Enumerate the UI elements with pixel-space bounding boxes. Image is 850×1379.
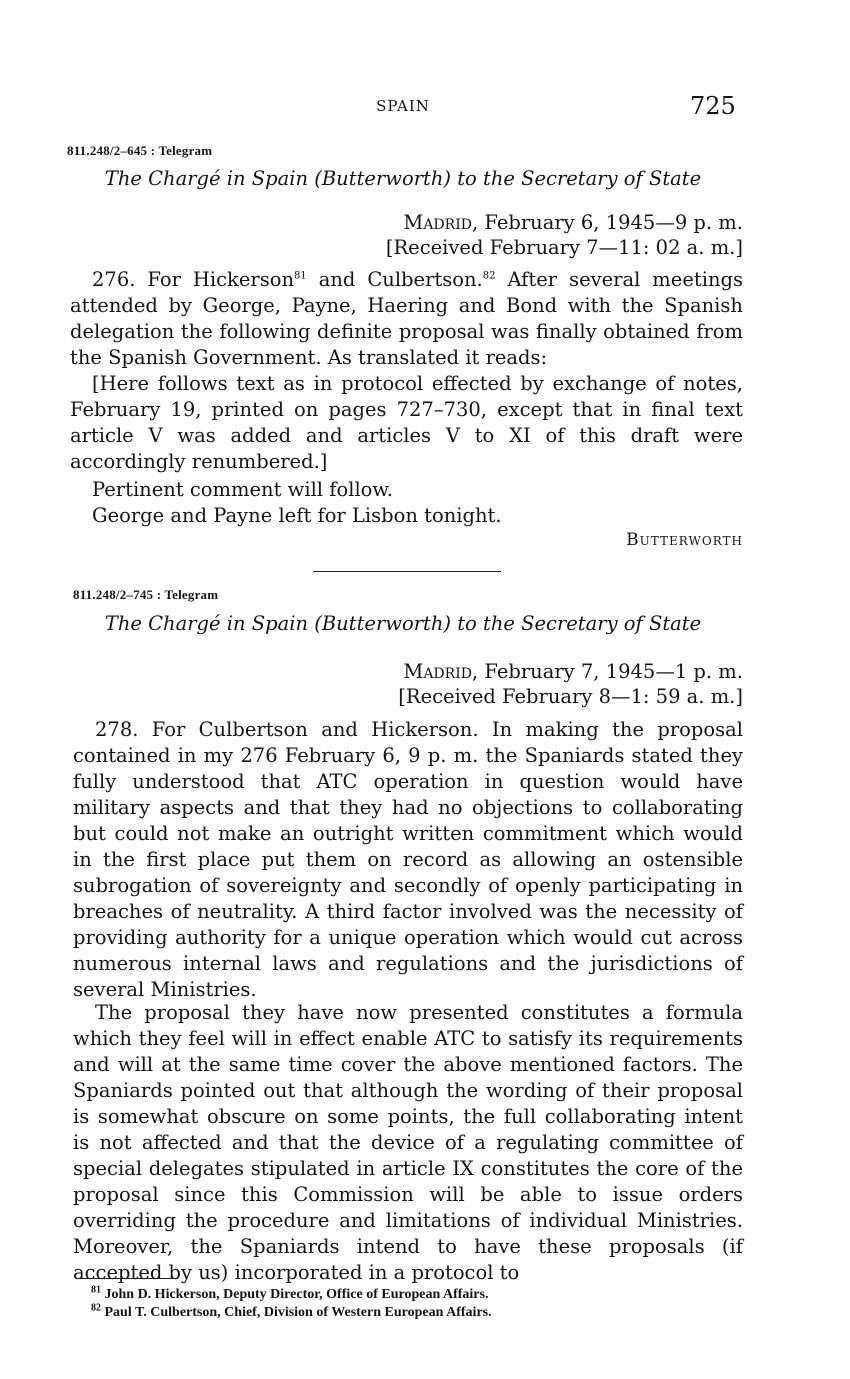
- paragraph: George and Payne left for Lisbon tonight.: [92, 504, 502, 527]
- paragraph: 276. For Hickerson$^{81}$ and Culbertson.$^{82}$ After several meetings attended by George, Payne, Haering and Bond with the Spanish delegation the following definite proposal was finally obtained from the Spanish Government. As translated it reads:: [70, 268, 743, 369]
- signature: Butterworth: [626, 530, 743, 550]
- document-title: The Chargé in Spain (Butterworth) to the Secretary of State: [104, 167, 702, 190]
- dateline-place: Madrid: [403, 211, 472, 234]
- footnote-rule: [78, 1278, 178, 1279]
- footnote: $^{81}$ John D. Hickerson, Deputy Director, Office of European Affairs.: [91, 1284, 489, 1302]
- dateline: [300, 211, 743, 234]
- paragraph: The proposal they have now presented constitutes a formula which they feel will in effect enable ATC to satisfy its requirements and will at the same time cover the above mentioned factors. The Spaniards pointed out that although the wording of their proposal is somewhat obscure on some points, the full collaborating intent is not affected and that the device of a regulating committee of special delegates stipulated in article IX constitutes the core of the proposal since this Commission will be able to issue orders overriding the procedure and limitations of individual Ministries. Moreover, the Spaniards intend to have these proposals (if accepted by us) incorporated in a protocol to: [73, 1001, 743, 1284]
- footnote-marker: 82: [91, 1302, 101, 1314]
- received-line: [Received February 7—11: 02 a. m.]: [385, 236, 743, 259]
- paragraph: [Here follows text as in protocol effected by exchange of notes, February 19, printed on pages 727–730, except that in final text article V was added and articles V to XI of this draft were accordingly renumbered.]: [70, 372, 743, 473]
- running-title: SPAIN: [376, 97, 430, 115]
- dateline-place: Madrid: [403, 660, 472, 683]
- file-reference: 811.248/2–745 : Telegram: [73, 587, 219, 602]
- received-line: [Received February 8—1: 59 a. m.]: [398, 685, 743, 708]
- footnote-marker: 81: [294, 270, 307, 282]
- footnote-marker: 82: [482, 270, 496, 282]
- footnote-marker: 81: [91, 1284, 101, 1296]
- paragraph: 278. For Culbertson and Hickerson. In making the proposal contained in my 276 February 6, 9 p. m. the Spaniards stated they fully understood that ATC operation in question would have military aspects and that they had no objections to collaborating but could not make an outright written commitment which would in the first place put them on record as allowing an ostensible subrogation of sovereignty and secondly of openly participating in breaches of neutrality. A third factor involved was the necessity of providing authority for a unique operation which would cut across numerous internal laws and regulations and the jurisdictions of several Ministries.: [73, 718, 743, 1001]
- page-number: 725: [690, 92, 736, 120]
- document-title: The Chargé in Spain (Butterworth) to the Secretary of State: [104, 612, 702, 635]
- paragraph: Pertinent comment will follow.: [92, 478, 393, 501]
- dateline-date: , February 6, 1945—9 p. m.: [471, 211, 743, 234]
- section-divider: [313, 571, 501, 572]
- file-reference: 811.248/2–645 : Telegram: [67, 143, 213, 158]
- dateline: [300, 660, 743, 683]
- dateline-date: , February 7, 1945—1 p. m.: [471, 660, 743, 683]
- footnote: $^{82}$ Paul T. Culbertson, Chief, Division of Western European Affairs.: [91, 1302, 492, 1320]
